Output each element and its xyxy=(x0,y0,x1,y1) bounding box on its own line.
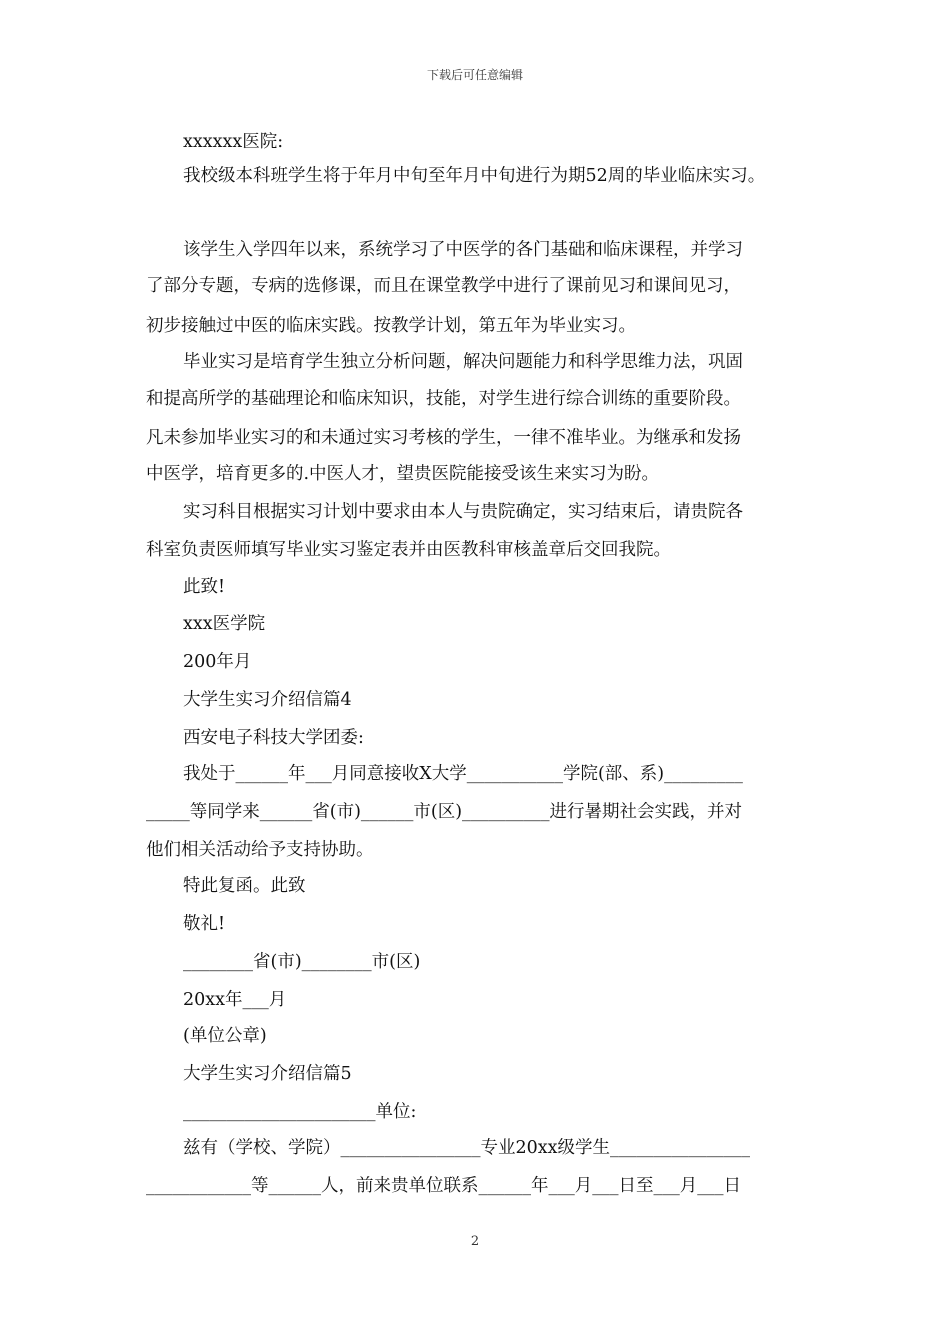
date-line: 20xx年___月 xyxy=(183,990,287,1010)
closing-line: 此致! xyxy=(183,577,226,597)
salutation-line: 西安电子科技大学团委: xyxy=(183,728,364,748)
salutation-line: ______________________单位: xyxy=(183,1102,417,1122)
paragraph-line: 实习科目根据实习计划中要求由本人与贵院确定，实习结束后，请贵院各 xyxy=(183,502,743,522)
paragraph-line: 和提高所学的基础理论和临床知识，技能，对学生进行综合训练的重要阶段。 xyxy=(146,389,741,409)
paragraph-line: ____________等______人，前来贵单位联系______年___月___日至___月___日 xyxy=(146,1176,741,1196)
section-title: 大学生实习介绍信篇4 xyxy=(183,690,352,710)
paragraph-line: 初步接触过中医的临床实践。按教学计划，第五年为毕业实习。 xyxy=(146,316,636,336)
closing-line: 敬礼! xyxy=(183,914,226,934)
paragraph-line: 科室负责医师填写毕业实习鉴定表并由医教科审核盖章后交回我院。 xyxy=(146,540,671,560)
paragraph-line: 毕业实习是培育学生独立分析问题，解决问题能力和科学思维力法，巩固 xyxy=(183,352,743,372)
paragraph-line: 我校级本科班学生将于年月中旬至年月中旬进行为期52周的毕业临床实习。 xyxy=(183,166,766,186)
seal-line: (单位公章) xyxy=(183,1026,267,1046)
paragraph-line: _____等同学来______省(市)______市(区)__________进行暑期社会实践，并对 xyxy=(146,802,743,822)
paragraph-line: 凡未参加毕业实习的和未通过实习考核的学生，一律不准毕业。为继承和发扬 xyxy=(146,428,741,448)
signature-line: ________省(市)________市(区) xyxy=(183,952,421,972)
paragraph-line: 该学生入学四年以来，系统学习了中医学的各门基础和临床课程，并学习 xyxy=(183,240,743,260)
page-header: 下载后可任意编辑 xyxy=(426,68,523,82)
date-line: 200年月 xyxy=(183,652,252,672)
signature-line: xxx医学院 xyxy=(183,614,266,634)
paragraph-line: 他们相关活动给予支持协助。 xyxy=(146,840,374,860)
section-title: 大学生实习介绍信篇5 xyxy=(183,1064,352,1084)
closing-line: 特此复函。此致 xyxy=(183,876,306,896)
paragraph-line: 中医学，培育更多的.中医人才，望贵医院能接受该生来实习为盼。 xyxy=(146,464,660,484)
page-number: 2 xyxy=(470,1234,480,1249)
paragraph-line: 了部分专题，专病的选修课，而且在课堂教学中进行了课前见习和课间见习， xyxy=(146,276,741,296)
paragraph-line: 兹有（学校、学院）________________专业20xx级学生________________ xyxy=(183,1138,751,1158)
paragraph-line: 我处于______年___月同意接收X大学___________学院(部、系)_________ xyxy=(183,764,743,784)
salutation-hospital: xxxxxx医院: xyxy=(183,132,284,152)
